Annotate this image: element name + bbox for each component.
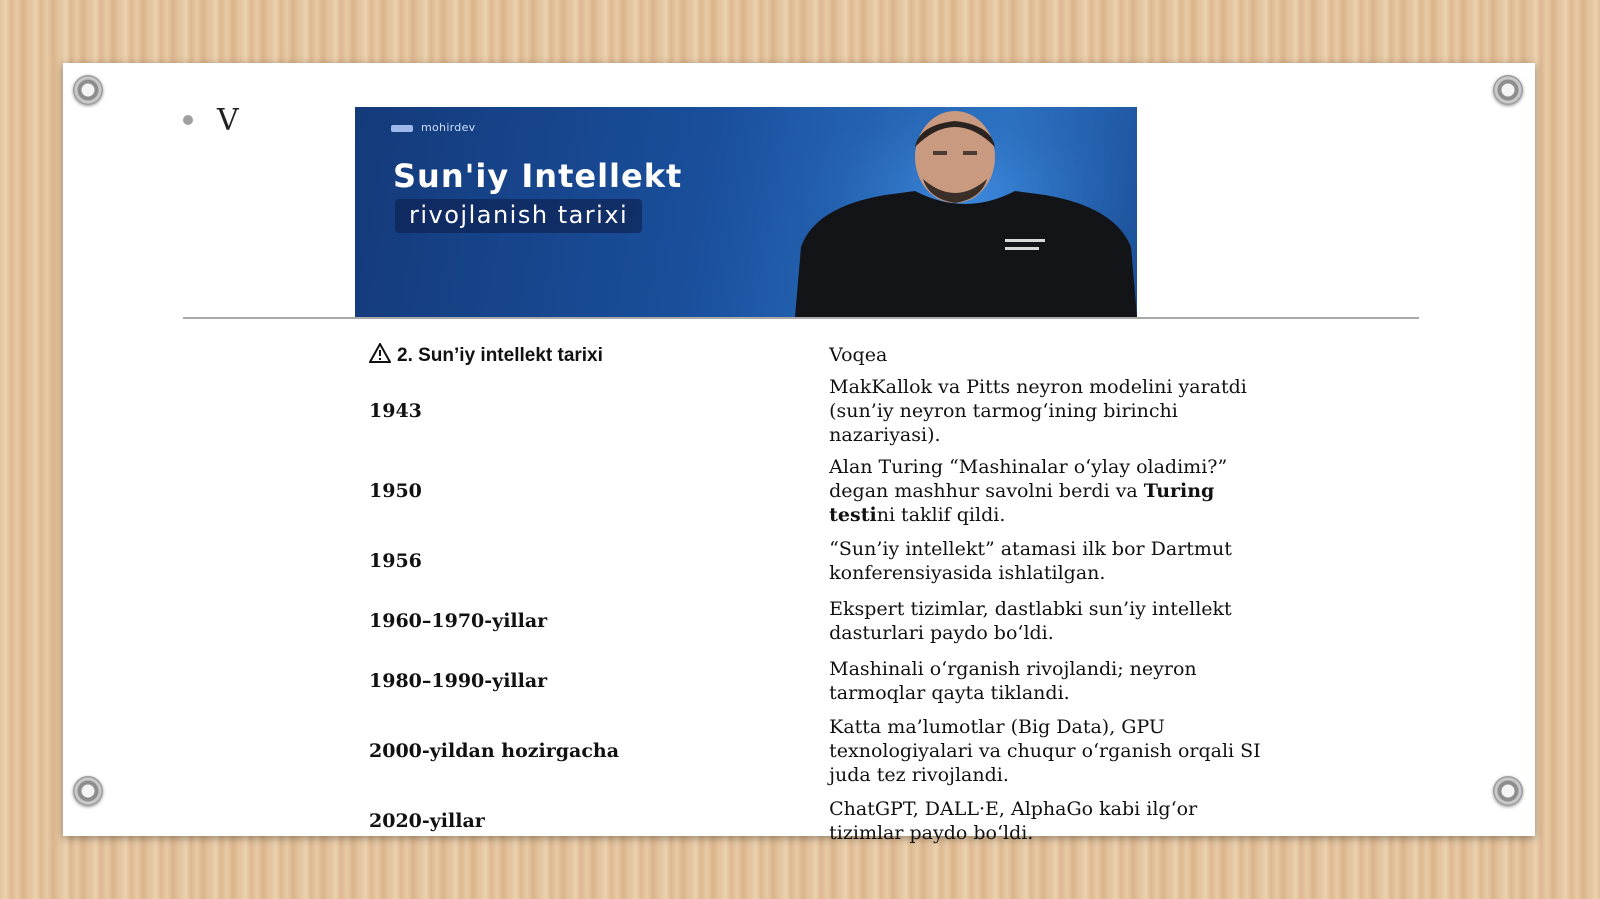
- spacer-cell: [369, 647, 829, 655]
- brand-logo-icon: [391, 125, 413, 132]
- bullet-text: V: [217, 103, 239, 138]
- row-year: 1956: [369, 550, 422, 572]
- row-year: 1943: [369, 400, 422, 422]
- table-header-row: [369, 335, 1269, 375]
- hero-brand-label: mohirdev: [421, 121, 476, 134]
- row-spacer: [369, 787, 1269, 795]
- row-event-text: MakKallok va Pitts neyron modelini yaratdi (sun’iy neyron tarmog‘ining birinchi nazariyasi).: [829, 376, 1247, 446]
- bullet-dot: [183, 115, 193, 125]
- hero-subtitle: rivojlanish tarixi: [395, 199, 642, 233]
- divider-line: [183, 317, 1419, 319]
- table-row: [369, 715, 1269, 787]
- row-spacer: [369, 527, 1269, 535]
- table-row: [369, 655, 1269, 707]
- row-event-text: ni taklif qildi.: [876, 504, 1006, 526]
- row-event-text: ChatGPT, DALL·E, AlphaGo kabi ilg‘or tizimlar paydo bo‘ldi.: [829, 798, 1198, 844]
- spacer-cell: [369, 587, 829, 595]
- row-spacer: [369, 447, 1269, 455]
- row-event-text: Alan Turing “Mashinalar o‘ylay oladimi?” degan mashhur savolni berdi va: [829, 456, 1228, 502]
- pin-bottom-right: [1493, 776, 1523, 806]
- row-year: 1950: [369, 480, 422, 502]
- row-spacer: [369, 707, 1269, 715]
- history-table: [369, 335, 1269, 847]
- row-year: 1960–1970-yillar: [369, 610, 548, 632]
- row-event-emphasis: Turing testi: [829, 480, 1215, 526]
- row-event-text: Mashinali o‘rganish rivojlandi; neyron tarmoqlar qayta tiklandi.: [829, 658, 1197, 704]
- presenter-photo: [795, 107, 1137, 317]
- row-event: [829, 795, 1269, 847]
- row-year: 2020-yillar: [369, 810, 485, 832]
- row-year: 2000-yildan hozirgacha: [369, 740, 620, 762]
- spacer-cell: [829, 447, 1269, 455]
- hero-title: Sun'iy Intellekt: [393, 157, 683, 195]
- table-row: [369, 455, 1269, 527]
- warning-icon: [369, 343, 391, 363]
- table-row: [369, 795, 1269, 847]
- table-row: [369, 535, 1269, 587]
- spacer-cell: [369, 447, 829, 455]
- header-year-label: 2. Sun’iy intellekt tarixi: [397, 344, 603, 366]
- table-row: [369, 375, 1269, 447]
- spacer-cell: [369, 787, 829, 795]
- row-event: [829, 535, 1269, 587]
- slide-card: [63, 63, 1535, 844]
- row-event-text: Katta ma’lumotlar (Big Data), GPU texnologiyalari va chuqur o‘rganish orqali SI juda tez rivojlandi.: [829, 716, 1261, 786]
- row-event: [829, 715, 1269, 787]
- row-event: [829, 375, 1269, 447]
- spacer-cell: [829, 707, 1269, 715]
- header-event-cell: Voqea: [829, 344, 888, 366]
- row-event-text: “Sun’iy intellekt” atamasi ilk bor Dartmut konferensiyasida ishlatilgan.: [829, 538, 1232, 584]
- row-year: 1980–1990-yillar: [369, 670, 548, 692]
- row-spacer: [369, 647, 1269, 655]
- row-spacer: [369, 587, 1269, 595]
- spacer-cell: [369, 707, 829, 715]
- table-row: [369, 595, 1269, 647]
- spacer-cell: [829, 647, 1269, 655]
- spacer-cell: [829, 787, 1269, 795]
- pin-top-right: [1493, 75, 1523, 105]
- spacer-cell: [829, 527, 1269, 535]
- header-year-cell: [369, 335, 829, 375]
- spacer-cell: [369, 527, 829, 535]
- row-event-text: Ekspert tizimlar, dastlabki sun’iy intellekt dasturlari paydo bo‘ldi.: [829, 598, 1232, 644]
- pin-bottom-left: [73, 776, 103, 806]
- row-event: [829, 455, 1269, 527]
- hero-image: [355, 107, 1137, 317]
- spacer-cell: [829, 587, 1269, 595]
- row-event: [829, 595, 1269, 647]
- pin-top-left: [73, 75, 103, 105]
- hero-brand: [391, 121, 475, 134]
- header-year-label-wrap: [369, 345, 603, 366]
- row-event: [829, 655, 1269, 707]
